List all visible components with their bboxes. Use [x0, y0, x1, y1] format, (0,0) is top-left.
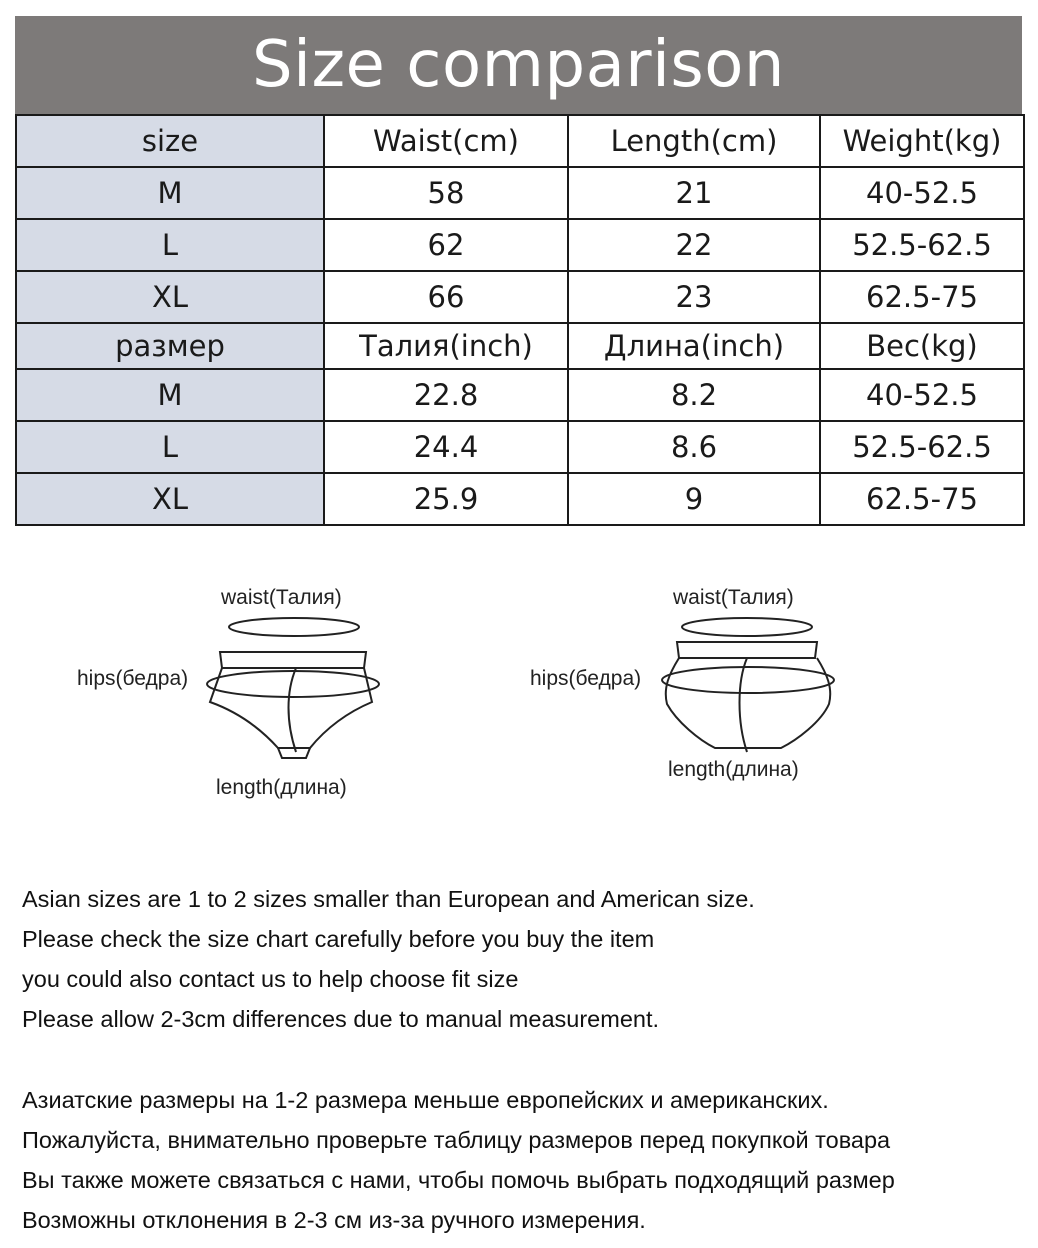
note-line: Asian sizes are 1 to 2 sizes smaller than European and American size.	[22, 886, 755, 912]
size-table	[15, 114, 1025, 526]
russian-notes	[22, 1080, 895, 1240]
note-line: Возможны отклонения в 2-3 см из-за ручного измерения.	[22, 1207, 646, 1233]
table-cell: 40-52.5	[820, 369, 1024, 421]
table-row	[16, 167, 1024, 219]
table-cell: 22.8	[324, 369, 568, 421]
table-cell: 25.9	[324, 473, 568, 525]
table-cell: Waist(cm)	[324, 115, 568, 167]
table-cell: Длина(inch)	[568, 323, 820, 369]
table-cell: L	[16, 421, 324, 473]
table-cell: 8.6	[568, 421, 820, 473]
table-cell: 24.4	[324, 421, 568, 473]
note-line: Пожалуйста, внимательно проверьте таблицу размеров перед покупкой товара	[22, 1127, 891, 1153]
page-title: Size comparison	[15, 16, 1022, 114]
table-cell: 21	[568, 167, 820, 219]
length-label: length(длина)	[668, 758, 799, 781]
table-cell: 23	[568, 271, 820, 323]
table-cell: 9	[568, 473, 820, 525]
table-cell: 52.5-62.5	[820, 219, 1024, 271]
table-cell: XL	[16, 473, 324, 525]
table-cell: size	[16, 115, 324, 167]
table-cell: Вес(kg)	[820, 323, 1024, 369]
table-row	[16, 369, 1024, 421]
table-cell: Length(cm)	[568, 115, 820, 167]
table-cell: 62.5-75	[820, 271, 1024, 323]
table-cell: L	[16, 219, 324, 271]
waist-label: waist(Талия)	[673, 586, 794, 609]
table-row	[16, 473, 1024, 525]
table-cell: размер	[16, 323, 324, 369]
hips-label: hips(бедра)	[530, 667, 642, 690]
table-cell: 52.5-62.5	[820, 421, 1024, 473]
table-cell: 62	[324, 219, 568, 271]
english-notes	[22, 879, 755, 1039]
table-cell: 8.2	[568, 369, 820, 421]
note-line: Please allow 2-3cm differences due to manual measurement.	[22, 1006, 660, 1032]
briefs-illustration	[198, 612, 388, 782]
table-cell: Weight(kg)	[820, 115, 1024, 167]
note-line: Азиатские размеры на 1-2 размера меньше европейских и американских.	[22, 1087, 829, 1113]
table-cell: 40-52.5	[820, 167, 1024, 219]
table-row	[16, 421, 1024, 473]
note-line: Please check the size chart carefully before you buy the item	[22, 926, 655, 952]
table-header-row	[16, 323, 1024, 369]
table-cell: M	[16, 167, 324, 219]
table-header-row	[16, 115, 1024, 167]
table-cell: 22	[568, 219, 820, 271]
length-label: length(длина)	[216, 776, 347, 799]
table-row	[16, 219, 1024, 271]
table-cell: Талия(inch)	[324, 323, 568, 369]
hips-label: hips(бедра)	[77, 667, 189, 690]
table-cell: 66	[324, 271, 568, 323]
note-line: you could also contact us to help choose fit size	[22, 966, 519, 992]
table-cell: 58	[324, 167, 568, 219]
table-cell: 62.5-75	[820, 473, 1024, 525]
table-row	[16, 271, 1024, 323]
table-cell: M	[16, 369, 324, 421]
waist-label: waist(Талия)	[221, 586, 342, 609]
note-line: Вы также можете связаться с нами, чтобы помочь выбрать подходящий размер	[22, 1167, 895, 1193]
boxer-illustration	[655, 612, 845, 762]
table-cell: XL	[16, 271, 324, 323]
